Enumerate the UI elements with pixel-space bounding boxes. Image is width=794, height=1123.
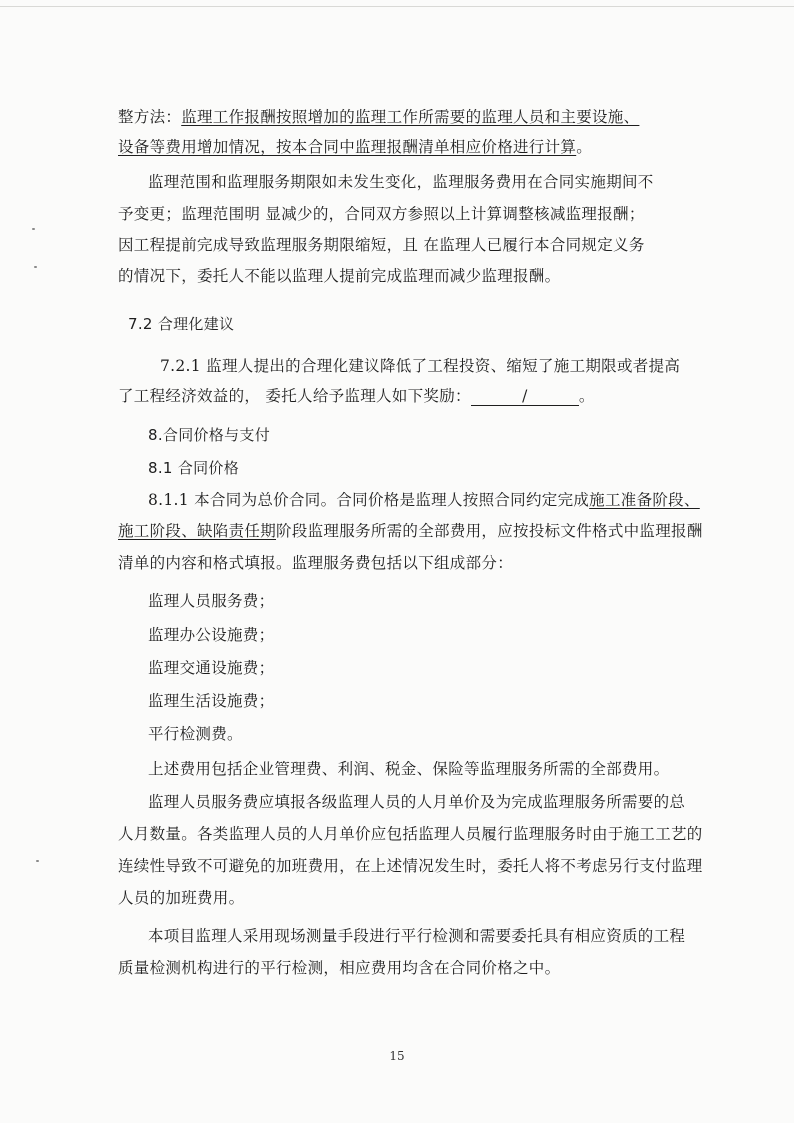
p811-line-3: 清单的内容和格式填报。监理服务费包括以下组成部分： xyxy=(118,554,514,572)
staff-line-2: 人月数量。各类监理人员的人月单价应包括监理人员履行监理服务时由于施工工艺的 xyxy=(118,825,703,843)
p721-prefix: 了工程经济效益的， 委托人给予监理人如下奖励： xyxy=(118,387,471,405)
p721-suffix: 。 xyxy=(578,387,595,405)
scan-speck xyxy=(32,228,35,230)
p811-suffix: 阶段监理服务所需的全部费用，应按投标文件格式中监理报酬 xyxy=(276,522,703,540)
scope-line-2: 予变更；监理范围明 显减少的，合同双方参照以上计算调整核减监理报酬； xyxy=(118,205,645,223)
staff-line-3: 连续性导致不可避免的加班费用，在上述情况发生时，委托人将不考虑另行支付监理 xyxy=(118,857,703,875)
p811-underlined-2: 施工阶段、缺陷责任期 xyxy=(118,522,277,540)
page-number: 15 xyxy=(389,1049,405,1063)
testing-line-1: 本项目监理人采用现场测量手段进行平行检测和需要委托具有相应资质的工程 xyxy=(148,927,686,945)
heading-8: 8.合同价格与支付 xyxy=(148,426,271,444)
adjust-line-1 xyxy=(118,106,639,128)
p721-line-2 xyxy=(118,385,595,407)
reward-blank-field: / xyxy=(471,387,579,406)
p811-line-2 xyxy=(118,520,703,542)
scan-speck xyxy=(36,860,39,862)
fee-item: 监理人员服务费； xyxy=(148,592,275,610)
staff-line-4: 人员的加班费用。 xyxy=(118,889,245,907)
heading-7-2: 7.2 合理化建议 xyxy=(128,315,235,333)
staff-line-1: 监理人员服务费应填报各级监理人员的人月单价及为完成监理服务所需要的总 xyxy=(148,793,686,811)
scan-edge-line xyxy=(0,6,794,7)
scope-line-1: 监理范围和监理服务期限如未发生变化，监理服务费用在合同实施期间不 xyxy=(148,173,654,191)
p721-line-1: 7.2.1 监理人提出的合理化建议降低了工程投资、缩短了施工期限或者提高 xyxy=(160,357,681,375)
testing-line-2: 质量检测机构进行的平行检测，相应费用均含在合同价格之中。 xyxy=(118,959,561,977)
adjust-underlined-2: 设备等费用增加情况，按本合同中监理报酬清单相应价格进行计算 xyxy=(118,138,577,156)
adjust-suffix: 。 xyxy=(576,138,593,156)
p811-underlined-1: 施工准备阶段、 xyxy=(589,491,700,509)
fee-item: 监理办公设施费； xyxy=(148,626,275,644)
fee-item: 平行检测费。 xyxy=(148,725,243,743)
included-costs-line: 上述费用包括企业管理费、利润、税金、保险等监理服务所需的全部费用。 xyxy=(148,760,670,778)
adjust-line-2 xyxy=(118,136,592,158)
adjust-underlined-1: 监理工作报酬按照增加的监理工作所需要的监理人员和主要设施、 xyxy=(181,108,640,126)
heading-8-1: 8.1 合同价格 xyxy=(148,459,240,477)
fee-item: 监理交通设施费； xyxy=(148,659,275,677)
scope-line-4: 的情况下，委托人不能以监理人提前完成监理而减少监理报酬。 xyxy=(118,267,561,285)
scope-line-3: 因工程提前完成导致监理服务期限缩短，且 在监理人已履行本合同规定义务 xyxy=(118,236,645,254)
p811-prefix: 8.1.1 本合同为总价合同。合同价格是监理人按照合同约定完成 xyxy=(148,491,590,509)
fee-item: 监理生活设施费； xyxy=(148,692,275,710)
p811-line-1 xyxy=(148,489,700,511)
adjust-prefix: 整方法： xyxy=(118,108,182,126)
scan-speck xyxy=(34,266,37,268)
